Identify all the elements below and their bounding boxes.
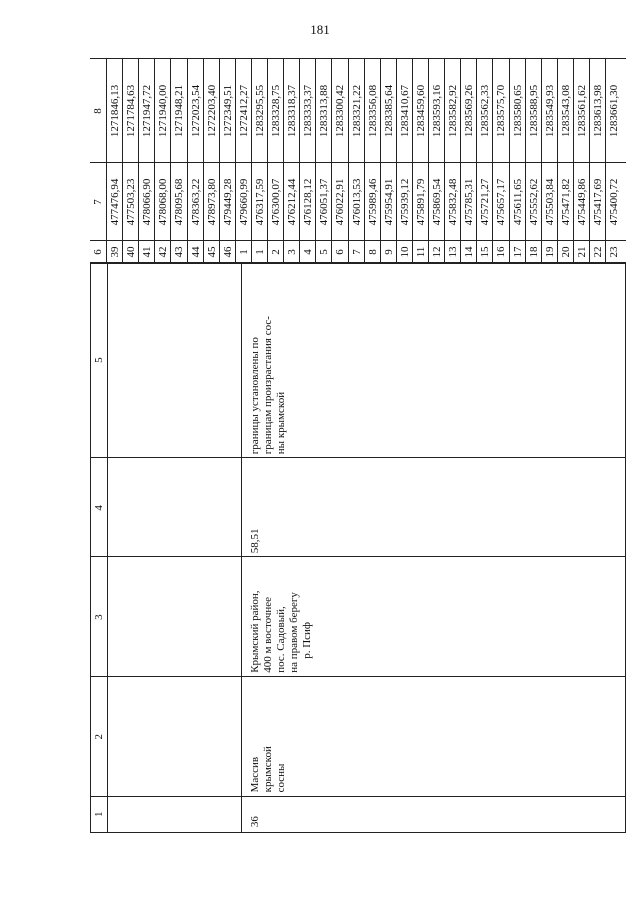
- coordinate-x: 475891,79: [414, 178, 427, 226]
- coordinate-y: 1271784,63: [125, 84, 138, 138]
- coordinate-x: 475721,27: [479, 178, 492, 226]
- table-row: [331, 58, 348, 263]
- coordinate-y: 1283328,75: [270, 84, 282, 138]
- point-number: 1: [253, 249, 266, 255]
- coordinate-x: 475832,48: [447, 178, 460, 226]
- point-number: 7: [350, 249, 363, 255]
- point-number: 6: [334, 249, 347, 255]
- table-row: [492, 58, 509, 263]
- point-number: 17: [511, 246, 524, 258]
- table-row: [138, 58, 155, 263]
- table-row: [219, 58, 236, 263]
- object-name-text: Массив крымской сосны: [249, 746, 287, 793]
- coordinate-y: 1283661,30: [608, 84, 621, 138]
- table-row: [573, 58, 590, 263]
- point-number: 43: [173, 246, 186, 258]
- coordinate-x: 475657,17: [495, 178, 508, 226]
- coordinate-x: 476317,59: [253, 178, 266, 226]
- table-row: [364, 58, 381, 263]
- col-divider: [91, 796, 625, 797]
- coordinate-x: 477476,94: [109, 178, 121, 226]
- coordinate-x: 476128,12: [302, 178, 315, 226]
- coordinate-y: 1283333,37: [302, 84, 315, 138]
- coordinate-y: 1283593,16: [431, 84, 443, 138]
- point-number: 10: [398, 246, 411, 258]
- header-col-2: 2: [93, 733, 105, 740]
- coordinate-x: 476013,53: [350, 178, 363, 226]
- point-number: 8: [366, 249, 379, 255]
- point-number: 23: [608, 246, 621, 258]
- coordinate-x: 478095,68: [173, 178, 186, 226]
- point-number: 39: [109, 246, 121, 258]
- coordinate-y: 1283582,92: [447, 84, 460, 138]
- coordinate-x: 478066,90: [141, 178, 154, 226]
- coordinate-x: 478363,22: [189, 178, 202, 226]
- point-number: 44: [189, 246, 202, 258]
- point-number: 45: [205, 246, 218, 258]
- coordinate-y: 1283549,93: [543, 84, 556, 138]
- point-number: 16: [495, 246, 508, 258]
- table-row: [444, 58, 461, 263]
- object-name: [249, 722, 288, 792]
- table-row: [283, 58, 300, 263]
- table-row: [235, 58, 252, 263]
- point-number: 4: [302, 249, 315, 255]
- table-row: [170, 58, 187, 263]
- table-row: [412, 58, 429, 263]
- header-col-7: 7: [92, 199, 104, 205]
- coordinate-y: 1283580,65: [511, 84, 524, 138]
- col-divider: [91, 676, 625, 677]
- page-number: 181: [310, 22, 330, 37]
- coordinates-columns: [90, 58, 626, 263]
- point-number: 14: [463, 246, 476, 258]
- table-row: [267, 58, 284, 263]
- table-row: [380, 58, 397, 263]
- point-number: 12: [431, 246, 443, 258]
- coordinate-y: 1271940,00: [157, 84, 170, 138]
- table-row: [154, 58, 171, 263]
- coordinate-y: 1283410,67: [398, 84, 411, 138]
- record-divider: [241, 262, 242, 832]
- point-number: 15: [479, 246, 492, 258]
- coordinate-x: 479449,28: [221, 178, 234, 226]
- coordinate-y: 1283318,37: [286, 84, 299, 138]
- point-number: 5: [318, 249, 331, 255]
- point-number: 2: [270, 249, 282, 255]
- location-line: 400 м восточнее: [262, 597, 274, 673]
- table-row: [460, 58, 477, 263]
- coordinate-y: 1283613,98: [592, 84, 604, 138]
- point-number: 41: [141, 246, 154, 258]
- coordinate-y: 1272203,40: [205, 84, 218, 138]
- point-number: 42: [157, 246, 170, 258]
- coordinate-x: 475552,62: [527, 178, 540, 226]
- point-number: 18: [527, 246, 540, 258]
- point-number: 40: [125, 246, 138, 258]
- coordinate-y: 1283561,62: [575, 84, 588, 138]
- coordinate-x: 479660,99: [237, 178, 250, 226]
- coordinate-y: 1283295,55: [253, 84, 266, 138]
- coordinate-x: 476300,07: [270, 178, 282, 226]
- coordinate-y: 1271947,72: [141, 84, 154, 138]
- table-row: [203, 58, 220, 263]
- coordinate-x: 475471,82: [559, 178, 572, 226]
- table-row: [476, 58, 493, 263]
- table-row: [509, 58, 526, 263]
- header-col-3: 3: [93, 614, 105, 620]
- location-line: пос. Садовый,: [275, 606, 287, 673]
- coordinate-y: 1283459,60: [414, 84, 427, 138]
- header-col-4: 4: [93, 505, 105, 511]
- coordinate-x: 475503,84: [543, 178, 556, 226]
- coordinate-x: 475449,86: [575, 178, 588, 226]
- coordinate-y: 1271846,13: [109, 84, 121, 138]
- point-number: 20: [559, 246, 572, 258]
- table-row: [251, 58, 268, 263]
- col-divider: [91, 457, 625, 458]
- location-line: на правом берегу: [288, 592, 300, 673]
- coordinate-y: 1283300,42: [334, 84, 347, 138]
- table-row: [187, 58, 204, 263]
- coordinate-y: 1271948,21: [173, 84, 186, 138]
- coordinates-table: [90, 263, 626, 833]
- location-line: р. Псиф: [301, 621, 313, 659]
- table-row: [348, 58, 365, 263]
- coordinate-y: 1283543,08: [559, 84, 572, 138]
- coordinate-y: 1283569,26: [463, 84, 476, 138]
- coordinate-x: 478068,00: [157, 178, 170, 226]
- coordinate-y: 1283321,22: [350, 84, 363, 138]
- coordinate-y: 1283562,33: [479, 84, 492, 138]
- record-number: 36: [249, 816, 261, 828]
- coordinate-x: 475869,54: [431, 178, 443, 226]
- coordinate-x: 475989,46: [366, 178, 379, 226]
- coordinate-x: 476212,44: [286, 178, 299, 226]
- table-row: [605, 58, 622, 263]
- description-line: границы установлены по: [249, 337, 261, 455]
- point-number: 46: [221, 246, 234, 258]
- table-row: [557, 58, 574, 263]
- header-col-6: 6: [92, 249, 104, 255]
- point-number: 3: [286, 249, 299, 255]
- table-row: [541, 58, 558, 263]
- point-number: 1: [237, 249, 250, 255]
- coordinate-y: 1272412,27: [237, 84, 250, 138]
- table-row: [396, 58, 413, 263]
- header-col-5: 5: [93, 357, 105, 363]
- area-value: 58,51: [249, 528, 261, 554]
- description-cell: [249, 316, 288, 454]
- coordinate-x: 475785,31: [463, 178, 476, 226]
- header-col-1: 1: [93, 811, 105, 818]
- point-number: 21: [575, 246, 588, 258]
- table-row: [315, 58, 332, 263]
- point-number: 19: [543, 246, 556, 258]
- point-number: 13: [447, 246, 460, 258]
- header-col-8: 8: [92, 108, 104, 114]
- coordinate-y: 1272023,54: [189, 84, 202, 138]
- coordinate-x: 475954,91: [382, 178, 395, 226]
- coordinate-y: 1272349,51: [221, 84, 234, 138]
- table-row: [122, 58, 139, 263]
- description-line: ны крымской: [275, 391, 287, 455]
- table-rotation-frame: [90, 263, 626, 833]
- table-row: [106, 58, 123, 263]
- coordinate-y: 1283356,08: [366, 84, 379, 138]
- location-cell: [249, 590, 314, 672]
- coordinate-y: 1283313,88: [318, 84, 331, 138]
- coordinate-y: 1283588,95: [527, 84, 540, 138]
- coordinate-x: 475400,72: [608, 178, 621, 226]
- col-divider: [91, 556, 625, 557]
- coordinate-y: 1283385,64: [382, 84, 395, 138]
- point-number: 9: [382, 249, 395, 255]
- coordinate-x: 475939,12: [398, 178, 411, 226]
- table-row: [589, 58, 606, 263]
- header-divider: [107, 262, 108, 832]
- coordinate-y: 1283575,70: [495, 84, 508, 138]
- point-number: 11: [414, 246, 427, 258]
- coordinate-x: 476051,37: [318, 178, 331, 226]
- point-number: 22: [592, 246, 604, 258]
- description-line: границам произрастания сос-: [262, 316, 274, 455]
- coordinate-x: 477503,23: [125, 178, 138, 226]
- coordinate-x: 475611,65: [511, 178, 524, 226]
- coordinate-x: 476022,91: [334, 178, 347, 226]
- table-row: [299, 58, 316, 263]
- table-row: [525, 58, 542, 263]
- table-row: [428, 58, 445, 263]
- coordinates-block: [90, 58, 626, 263]
- location-line: Крымский район,: [249, 590, 261, 673]
- coordinate-x: 478973,80: [205, 178, 218, 226]
- coordinate-x: 475417,69: [592, 178, 604, 226]
